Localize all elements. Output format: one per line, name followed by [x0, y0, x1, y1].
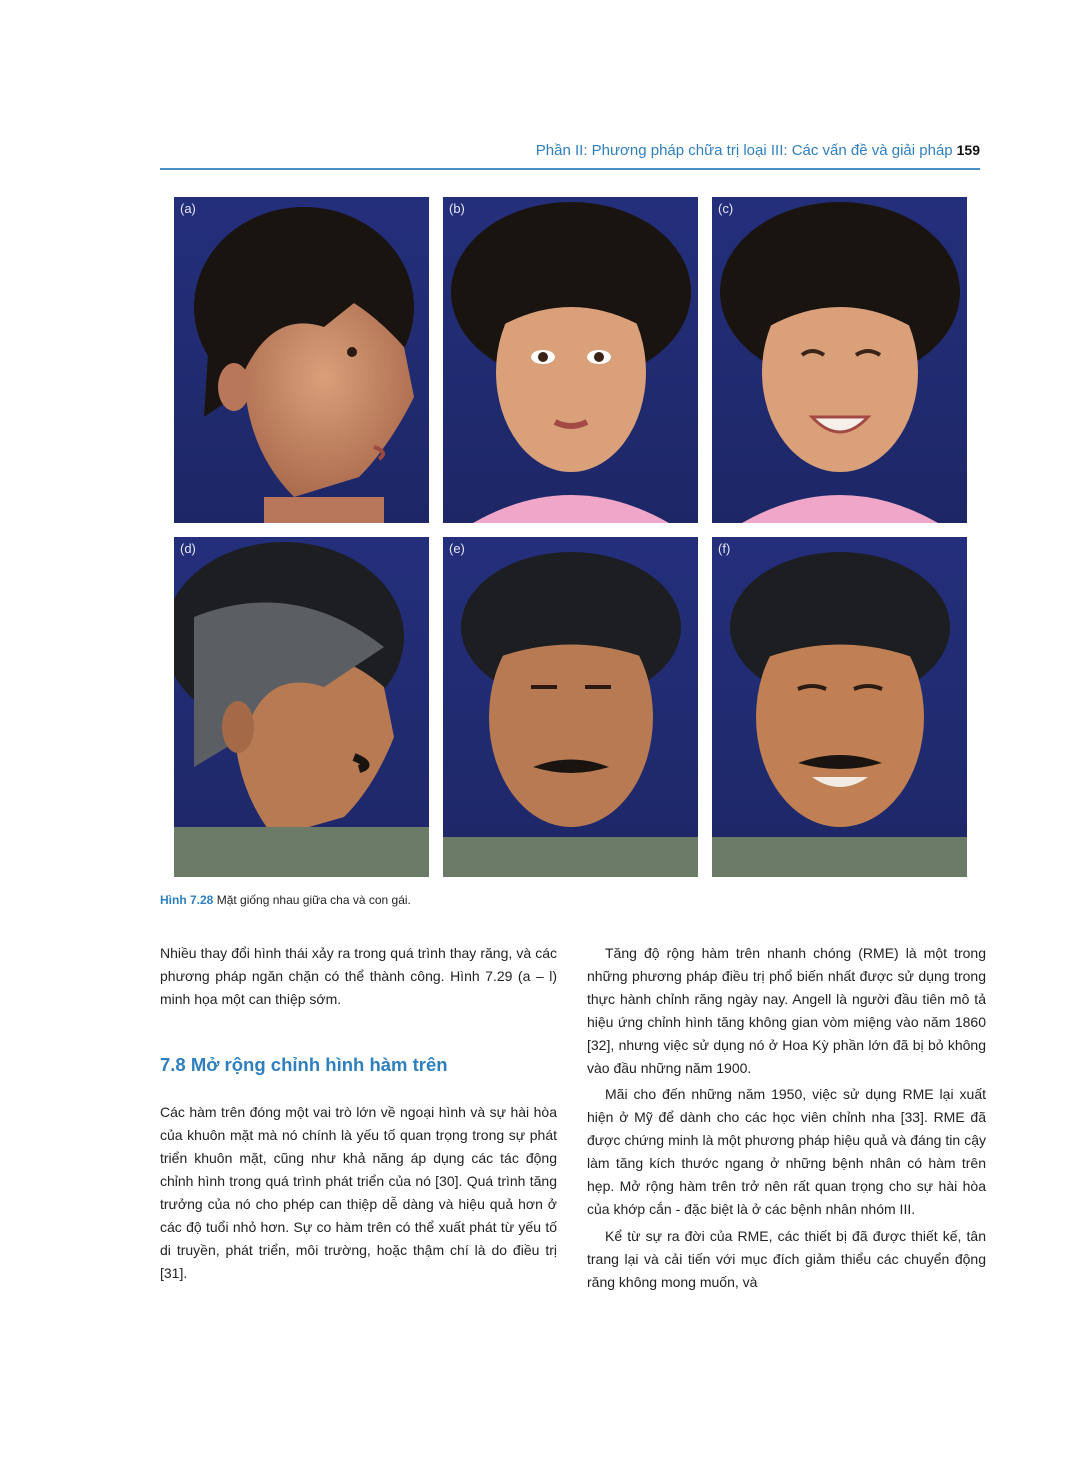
father-smile-image: [712, 537, 967, 877]
girl-smile-image: [712, 197, 967, 523]
panel-label: (d): [180, 541, 196, 556]
photo-panel-f-father-smile: [712, 537, 967, 877]
panel-label: (b): [449, 201, 465, 216]
left-column-body: [160, 1101, 557, 1285]
running-title: Phần II: Phương pháp chữa trị loại III: Các vấn đề và giải pháp: [535, 142, 953, 159]
photo-panel-d-father-profile: [174, 537, 429, 877]
girl-profile-image: [174, 197, 429, 523]
intro-paragraph: Nhiều thay đổi hình thái xảy ra trong quá trình thay răng, và các phương pháp ngăn chặn có thể thành công. Hình 7.29 (a – l) minh họa một can thiệp sớm.: [160, 945, 557, 1007]
left-column-intro: [160, 942, 557, 1011]
photo-panel-b-girl-frontal: [443, 197, 698, 523]
panel-label: (c): [718, 201, 734, 216]
panel-label: (e): [449, 541, 465, 556]
father-profile-image: [174, 537, 429, 877]
body-paragraph: Các hàm trên đóng một vai trò lớn về ngoại hình và sự hài hòa của khuôn mặt mà nó chính là yếu tố quan trọng trong sự phát triển khuôn mặt, cũng như khả năng áp dụng các tác động chỉnh hình trong quá trình phát triển của nó [30]. Quá trình tăng trưởng của nó cho phép can thiệp dễ dàng và hiệu quả hơn ở các độ tuổi nhỏ hơn. Sự co hàm trên có thể xuất phát từ yếu tố di truyền, phát triển, môi trường, hoặc thậm chí là do điều trị [31].: [160, 1104, 557, 1281]
father-frontal-image: [443, 537, 698, 877]
figure-caption-label: Hình 7.28: [160, 893, 214, 907]
panel-label: (a): [180, 201, 196, 216]
right-column: [587, 942, 986, 1294]
body-paragraph: Mãi cho đến những năm 1950, việc sử dụng RME lại xuất hiện ở Mỹ để dành cho các học viên chỉnh nha [33]. RME đã được chứng minh là một phương pháp hiệu quả và đáng tin cậy làm tăng kích thước ngang ở những bệnh nhân có hàm trên hẹp. Mở rộng hàm trên trở nên rất quan trọng cho sự hài hòa của khớp cắn - đặc biệt là ở các bệnh nhân nhóm III.: [587, 1086, 986, 1217]
photo-panel-a-girl-profile: [174, 197, 429, 523]
girl-frontal-image: [443, 197, 698, 523]
photo-panel-c-girl-smile: [712, 197, 967, 523]
section-heading: 7.8 Mở rộng chỉnh hình hàm trên: [160, 1054, 448, 1075]
body-paragraph: Kể từ sự ra đời của RME, các thiết bị đã được thiết kế, tân trang lại và cải tiến với mục đích giảm thiểu các chuyển động răng không mong muốn, và: [587, 1228, 986, 1290]
figure-caption: [160, 893, 411, 907]
figure-caption-text: Mặt giống nhau giữa cha và con gái.: [216, 893, 411, 907]
panel-label: (f): [718, 541, 731, 556]
photo-panel-e-father-frontal: [443, 537, 698, 877]
body-paragraph: Tăng độ rộng hàm trên nhanh chóng (RME) là một trong những phương pháp điều trị phổ biến nhất được sử dụng trong thực hành chỉnh răng ngày nay. Angell là người đầu tiên mô tả hiệu ứng chỉnh hình tăng không gian vòm miệng vào năm 1860 [32], nhưng việc sử dụng nó ở Hoa Kỳ phần lớn đã bị bỏ không vào đầu những năm 1900.: [587, 945, 986, 1076]
page-number: 159: [956, 142, 980, 158]
running-header: [160, 142, 980, 170]
